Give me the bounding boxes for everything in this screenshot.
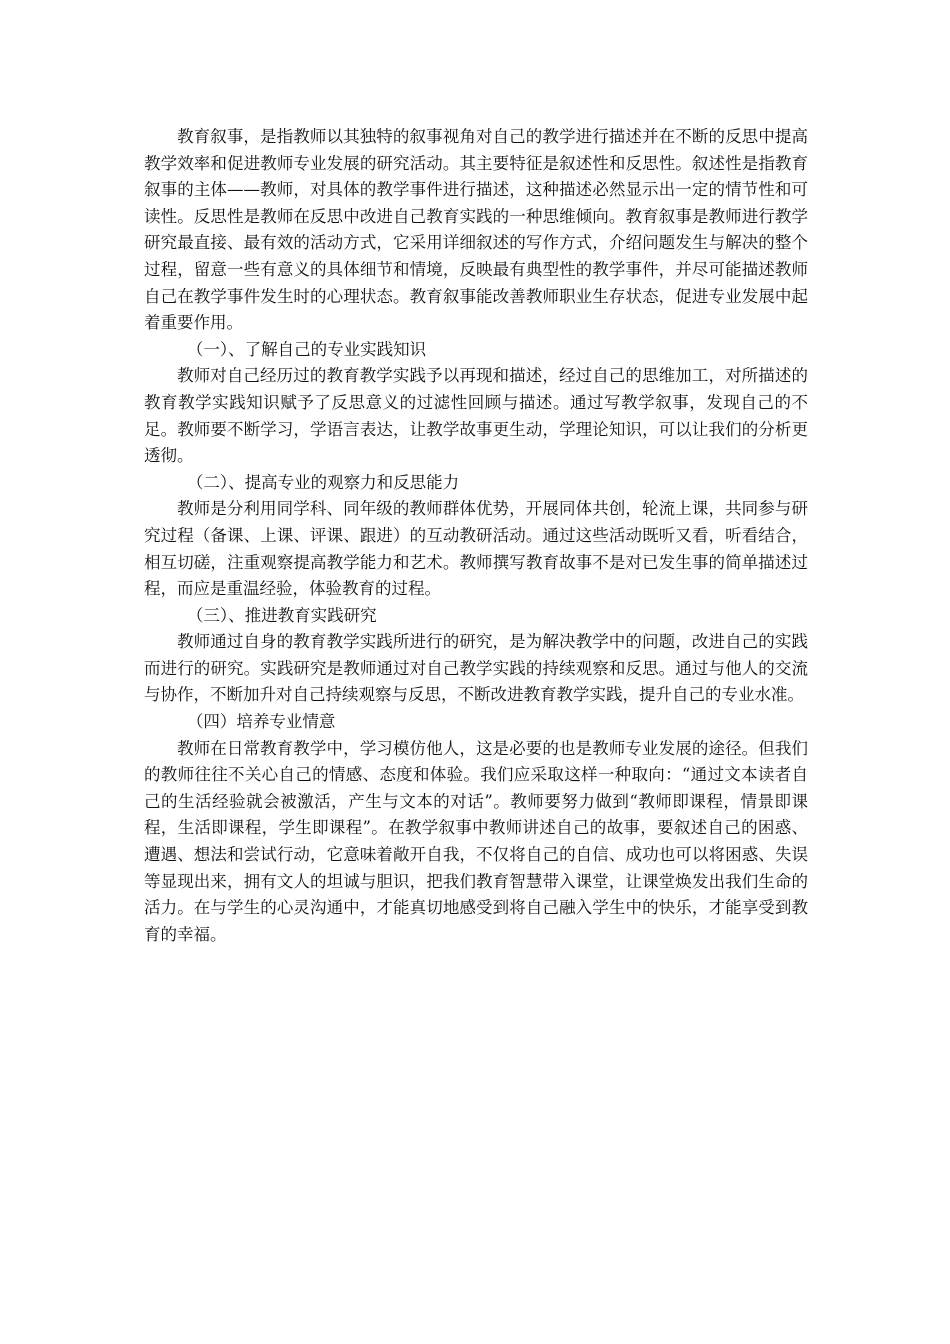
section-heading-3: （三）、推进教育实践研究 xyxy=(186,605,377,625)
section-body-2: 教师是分利用同学科、同年级的教师群体优势，开展同体共创，轮流上课，共同参与研究过程（备课、上课、评课、跟进）的互动教研活动。通过这些活动既听又看，听看结合，相互切磋，注重观察提高教学能力和艺术。教师撰写教育故事不是对已发生事的简单描述过程，而应是重温经验，体验教育的过程。 xyxy=(144,499,808,599)
section-body-1: 教师对自己经历过的教育教学实践予以再现和描述，经过自己的思维加工，对所描述的教育教学实践知识赋予了反思意义的过滤性回顾与描述。通过写教学叙事，发现自己的不足。教师要不断学习，学语言表达，让教学故事更生动，学理论知识，可以让我们的分析更透彻。 xyxy=(144,366,808,466)
intro-paragraph: 教育叙事，是指教师以其独特的叙事视角对自己的教学进行描述并在不断的反思中提高教学效率和促进教师专业发展的研究活动。其主要特征是叙述性和反思性。叙述性是指教育叙事的主体——教师，对具体的教学事件进行描述，这种描述必然显示出一定的情节性和可读性。反思性是教师在反思中改进自己教育实践的一种思维倾向。教育叙事是教师进行教学研究最直接、最有效的活动方式，它采用详细叙述的写作方式，介绍问题发生与解决的整个过程，留意一些有意义的具体细节和情境，反映最有典型性的教学事件，并尽可能描述教师自己在教学事件发生时的心理状态。教育叙事能改善教师职业生存状态，促进专业发展中起着重要作用。 xyxy=(144,127,808,333)
document-body xyxy=(144,124,808,948)
section-heading-1: （一）、了解自己的专业实践知识 xyxy=(186,339,427,359)
section-heading-4: （四）培养专业情意 xyxy=(186,712,336,732)
section-heading-2: （二）、提高专业的观察力和反思能力 xyxy=(186,472,460,492)
section-body-3: 教师通过自身的教育教学实践所进行的研究，是为解决教学中的问题，改进自己的实践而进行的研究。实践研究是教师通过对自己教学实践的持续观察和反思。通过与他人的交流与协作，不断加升对自己持续观察与反思，不断改进教育教学实践，提升自己的专业水准。 xyxy=(144,632,808,705)
section-body-4: 教师在日常教育教学中，学习模仿他人，这是必要的也是教师专业发展的途径。但我们的教师往往不关心自己的情感、态度和体验。我们应采取这样一种取向：“通过文本读者自己的生活经验就会被激活，产生与文本的对话”。教师要努力做到“教师即课程，情景即课程，生活即课程，学生即课程”。在教学叙事中教师讲述自己的故事，要叙述自己的困惑、遭遇、想法和尝试行动，它意味着敞开自我，不仅将自己的自信、成功也可以将困惑、失误等显现出来，拥有文人的坦诚与胆识，把我们教育智慧带入课堂，让课堂焕发出我们生命的活力。在与学生的心灵沟通中，才能真切地感受到将自己融入学生中的快乐，才能享受到教育的幸福。 xyxy=(144,738,808,944)
